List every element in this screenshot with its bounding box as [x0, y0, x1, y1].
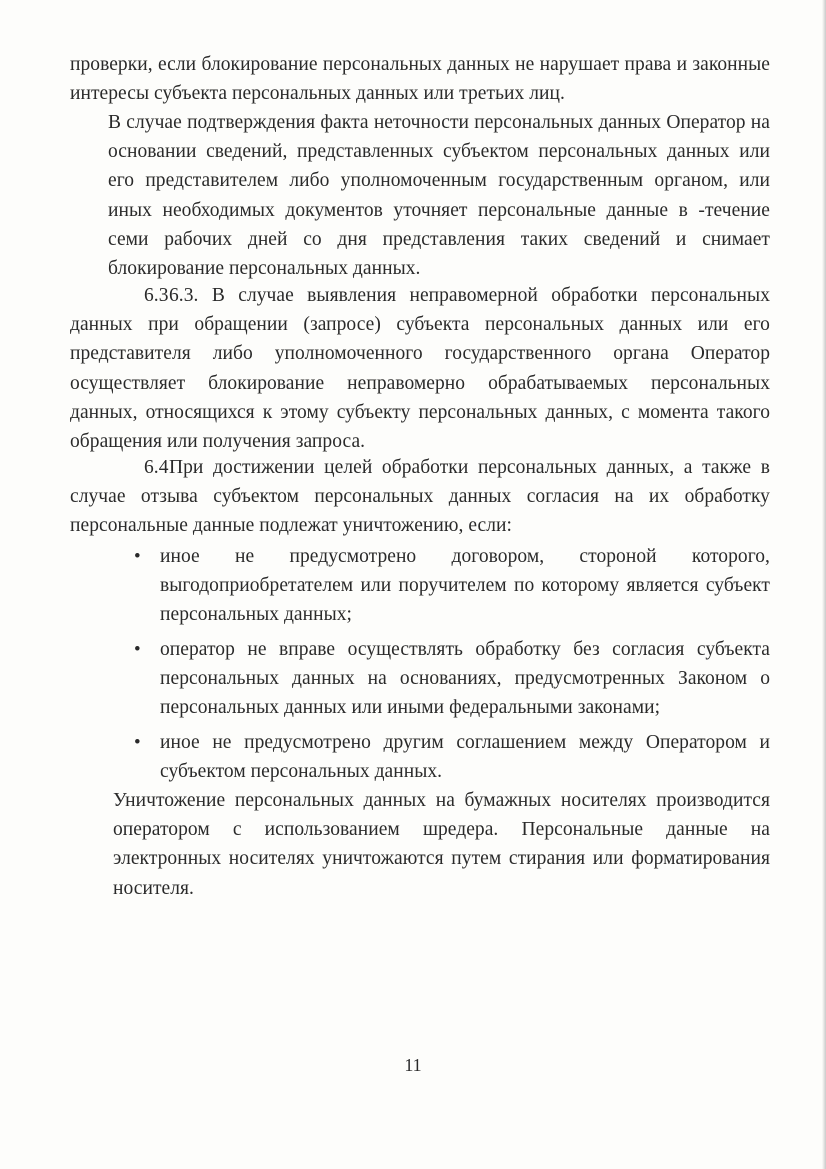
- section-number: 6.4: [144, 457, 169, 478]
- list-item: оператор не вправе осуществлять обработку без согласия субъекта персональных данных на основаниях, предусмотренных Законом о персональных данных или иными федеральными законами;: [160, 639, 770, 719]
- bullet-dot: •: [134, 639, 141, 660]
- section-number: 6.3: [144, 285, 169, 306]
- list-item: иное не предусмотрено договором, стороной которого, выгодоприобретателем или поручителем по которому является субъект персональных данных;: [160, 546, 770, 626]
- confirmation-paragraph: В случае подтверждения факта неточности персональных данных Оператор на основании сведений, представленных субъектом персональных данных или его представителем либо уполномоченным государственным органом, или иных необходимых документов уточняет персональные данные в -течение семи рабочих дней со дня представления таких сведений и снимает блокирование персональных данных.: [108, 112, 770, 280]
- continuation-paragraph: проверки, если блокирование персональных данных не нарушает права и законные интересы субъекта персональных данных или третьих лиц.: [70, 54, 770, 105]
- destruction-paragraph: Уничтожение персональных данных на бумажных носителях производится оператором с использованием шредера. Персональные данные на электронных носителях уничтожаются путем стирания или форматирования носителя.: [113, 790, 770, 899]
- section-6-3: [70, 281, 770, 456]
- bullet-dot: •: [134, 732, 141, 753]
- list-item: иное не предусмотрено другим соглашением между Оператором и субъектом персональных данных.: [160, 732, 770, 783]
- section-6-4: [70, 453, 770, 541]
- scan-edge: [822, 0, 826, 1169]
- section-text: При достижении целей обработки персональных данных, а также в случае отзыва субъектом персональных данных согласия на их обработку персональные данные подлежат уничтожению, если:: [70, 457, 770, 537]
- section-text: 6.3. В случае выявления неправомерной обработки персональных данных при обращении (запросе) субъекта персональных данных или его представителя либо уполномоченного государственного органа Оператор осуществляет блокирование неправомерно обрабатываемых персональных данных, относящихся к этому субъекту персональных данных, с момента такого обращения или получения запроса.: [70, 285, 770, 453]
- bullet-dot: •: [134, 546, 141, 567]
- page-number: 11: [404, 1055, 422, 1075]
